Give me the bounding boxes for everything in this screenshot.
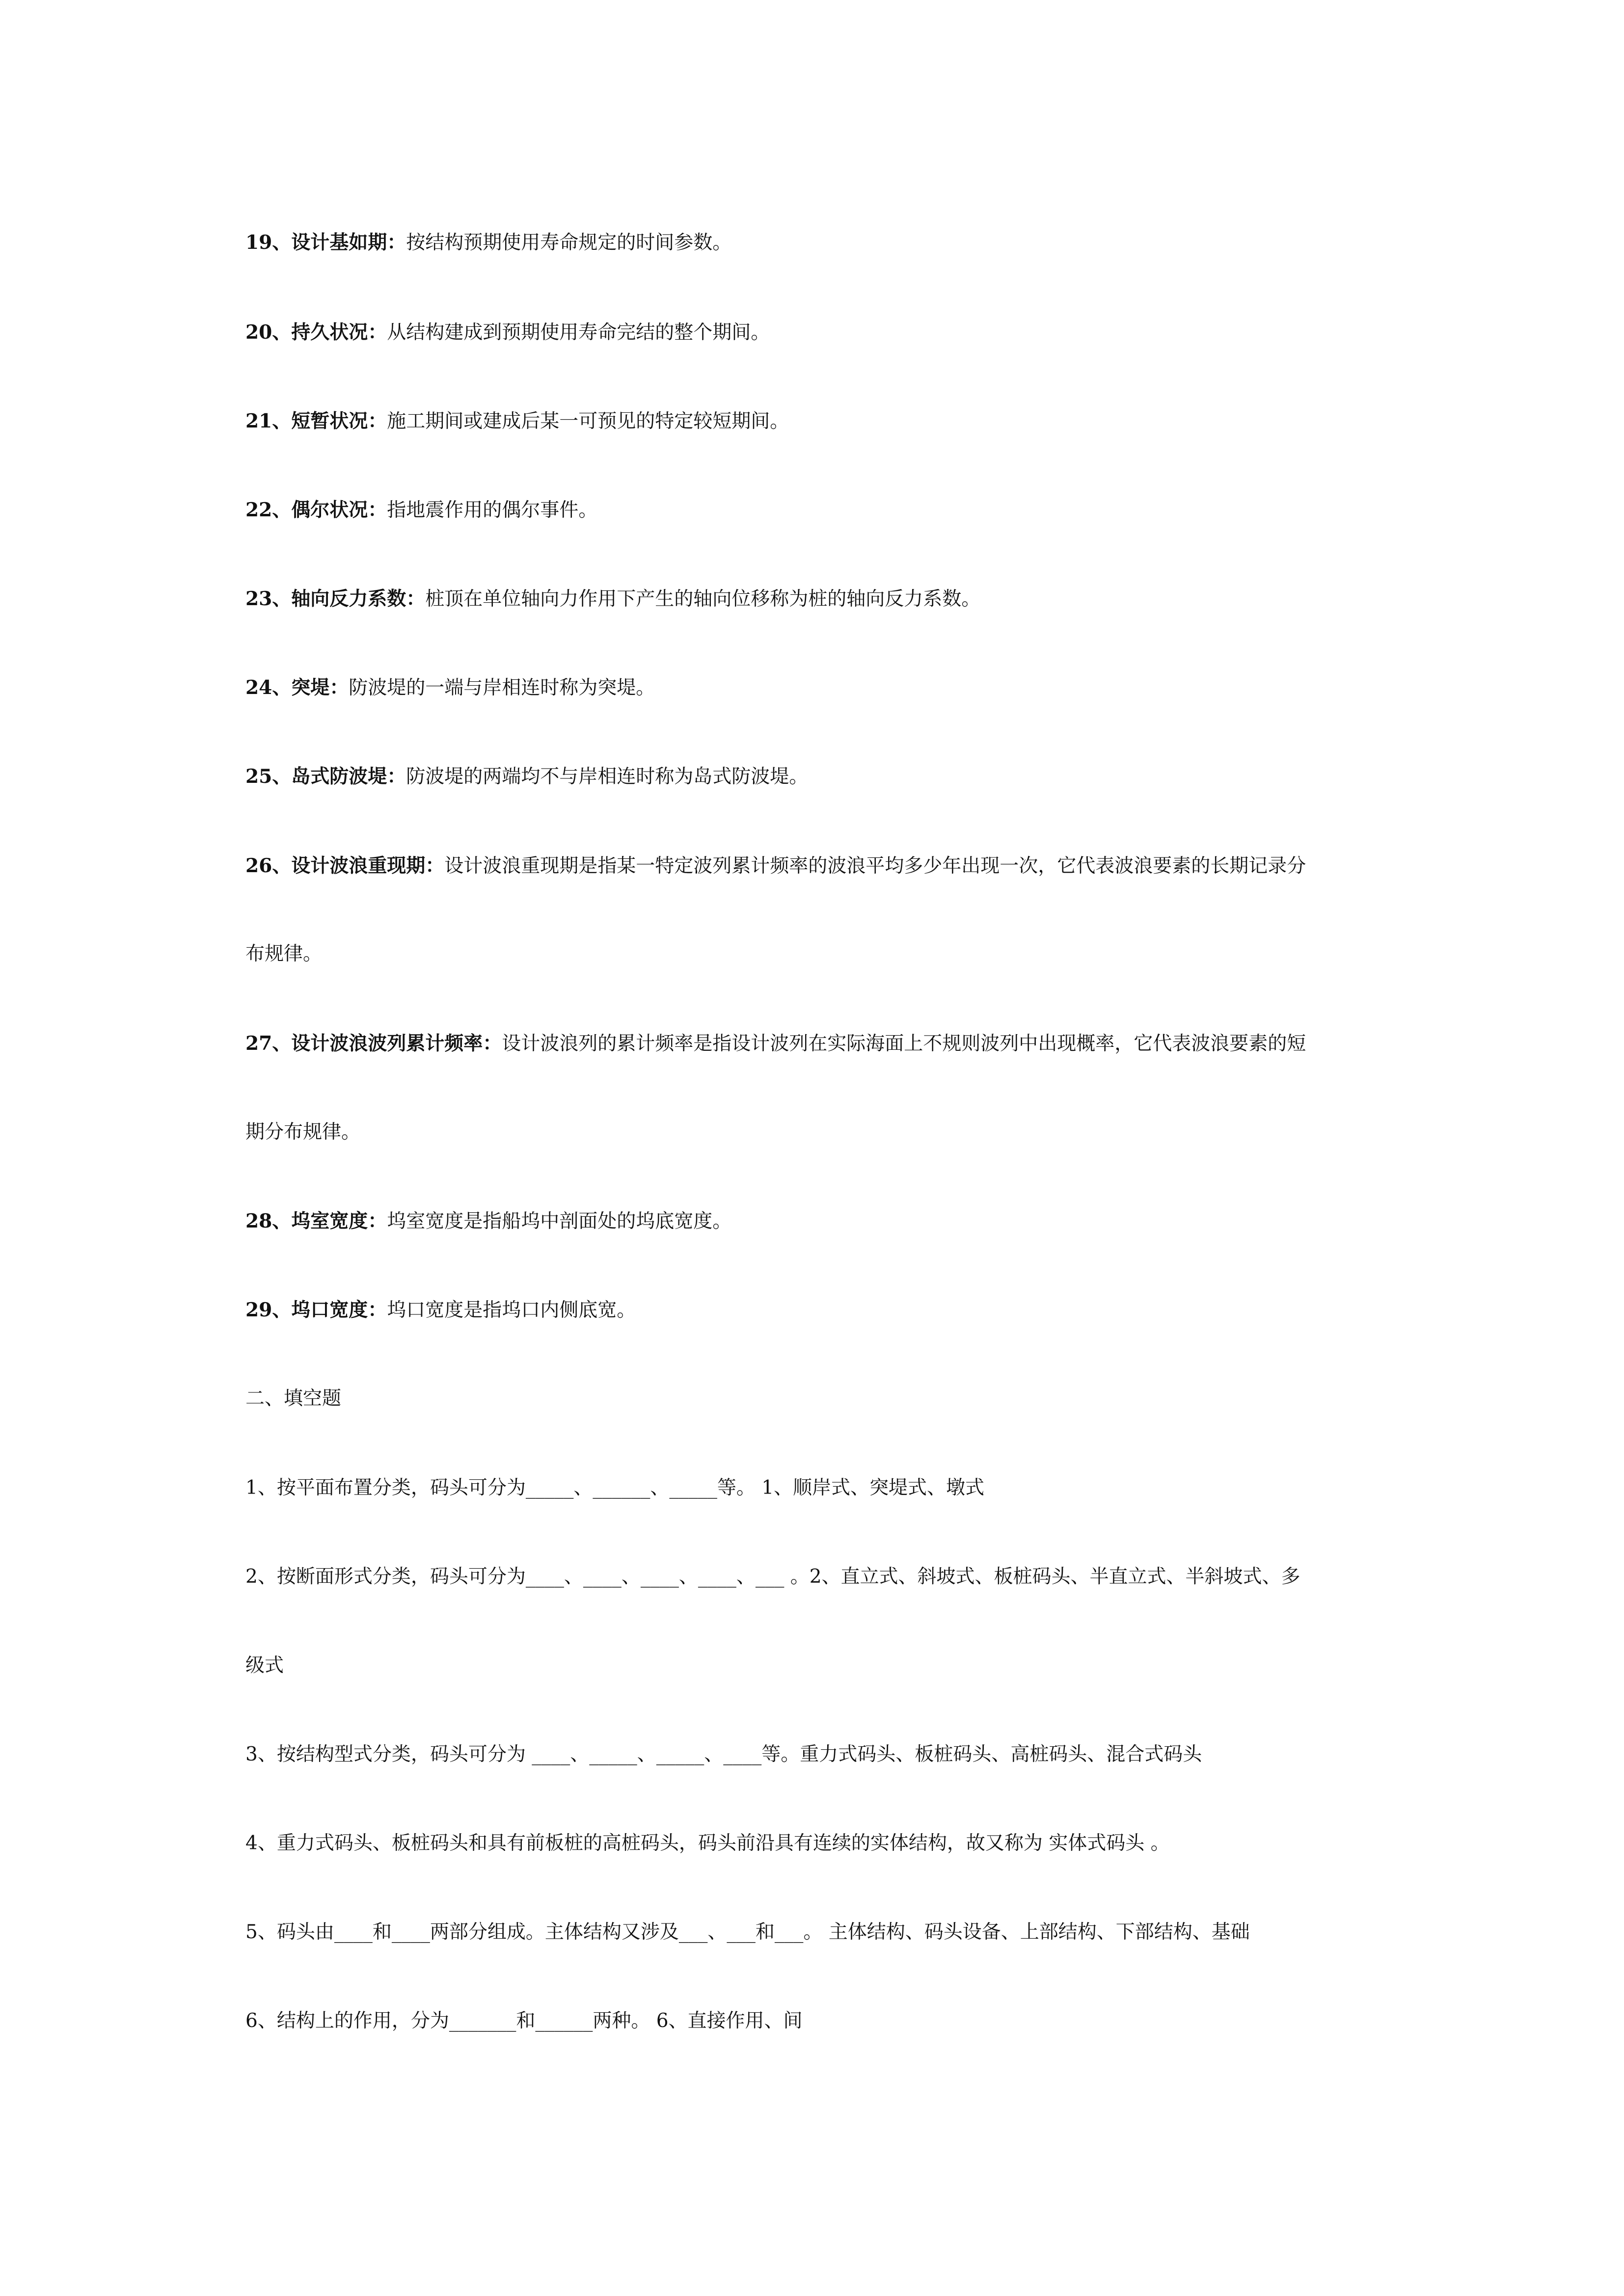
definition-number: 22、 xyxy=(245,499,292,521)
definition-number: 29、 xyxy=(245,1299,292,1321)
definition-number: 19、 xyxy=(245,231,292,254)
definition-25 xyxy=(245,765,1414,789)
definition-23 xyxy=(245,587,1414,611)
definition-term: 设计波浪波列累计频率： xyxy=(291,1032,502,1055)
definition-number: 24、 xyxy=(245,676,292,699)
definition-term: 岛式防波堤： xyxy=(291,765,406,788)
definition-term: 突堤： xyxy=(291,676,349,699)
definition-27 xyxy=(245,1032,1414,1056)
definition-number: 20、 xyxy=(245,321,292,344)
definition-term: 坞口宽度： xyxy=(291,1299,387,1321)
definition-text: 坞室宽度是指船坞中剖面处的坞底宽度。 xyxy=(387,1210,732,1232)
definition-text: 防波堤的一端与岸相连时称为突堤。 xyxy=(349,677,655,699)
definition-text: 按结构预期使用寿命规定的时间参数。 xyxy=(406,232,732,254)
definition-text: 桩顶在单位轴向力作用下产生的轴向位移称为桩的轴向反力系数。 xyxy=(425,588,981,610)
definition-text-continued: 期分布规律。 xyxy=(245,1121,361,1143)
definition-number: 28、 xyxy=(245,1210,292,1232)
definition-number: 25、 xyxy=(245,765,292,788)
definition-text-continued: 布规律。 xyxy=(245,943,323,965)
definition-20 xyxy=(245,320,1414,345)
definition-text: 防波堤的两端均不与岸相连时称为岛式防波堤。 xyxy=(406,766,809,788)
definition-text: 设计波浪重现期是指某一特定波列累计频率的波浪平均多少年出现一次，它代表波浪要素的长期记录分 xyxy=(444,855,1306,877)
question-3: 3、按结构型式分类，码头可分为 ____、_____、_____、____等。重力式码头、板桩码头、高桩码头、混合式码头 xyxy=(245,1743,1202,1765)
definition-24 xyxy=(245,676,1414,700)
definition-28 xyxy=(245,1209,1414,1233)
definition-number: 26、 xyxy=(245,854,292,877)
definition-22 xyxy=(245,498,1414,522)
definition-term: 坞室宽度： xyxy=(291,1210,387,1232)
definition-term: 短暂状况： xyxy=(291,410,387,432)
definition-21 xyxy=(245,409,1414,433)
definition-number: 21、 xyxy=(245,410,292,432)
definition-term: 设计基如期： xyxy=(291,231,406,254)
question-1: 1、按平面布置分类，码头可分为_____、______、_____等。 1、顺岸式、突堤式、墩式 xyxy=(245,1477,985,1499)
definition-term: 轴向反力系数： xyxy=(291,587,426,610)
section-title: 二、填空题 xyxy=(245,1388,342,1410)
definition-text: 设计波浪列的累计频率是指设计波列在实际海面上不规则波列中出现概率，它代表波浪要素的短 xyxy=(502,1033,1306,1055)
definition-term: 持久状况： xyxy=(291,321,387,344)
question-5: 5、码头由____和____两部分组成。主体结构又涉及___、___和___。 主体结构、码头设备、上部结构、下部结构、基础 xyxy=(245,1921,1250,1943)
question-6: 6、结构上的作用，分为_______和______两种。 6、直接作用、间 xyxy=(245,2010,803,2032)
definition-term: 设计波浪重现期： xyxy=(291,854,445,877)
definition-29 xyxy=(245,1298,1414,1322)
question-4: 4、重力式码头、板桩码头和具有前板桩的高桩码头，码头前沿具有连续的实体结构，故又称为 实体式码头 。 xyxy=(245,1832,1170,1854)
question-2-continuation: 级式 xyxy=(245,1655,284,1677)
definition-text: 从结构建成到预期使用寿命完结的整个期间。 xyxy=(387,321,770,344)
definition-term: 偶尔状况： xyxy=(291,499,387,521)
definition-27-continuation xyxy=(245,1121,1414,1144)
definition-26 xyxy=(245,854,1414,878)
question-2: 2、按断面形式分类，码头可分为____、____、____、____、___ 。2、直立式、斜坡式、板桩码头、半直立式、半斜坡式、多 xyxy=(245,1566,1300,1588)
definition-number: 23、 xyxy=(245,587,292,610)
definition-26-continuation xyxy=(245,942,1414,966)
definition-text: 施工期间或建成后某一可预见的特定较短期间。 xyxy=(387,410,789,432)
definition-number: 27、 xyxy=(245,1032,292,1055)
definition-text: 坞口宽度是指坞口内侧底宽。 xyxy=(387,1299,636,1321)
definition-text: 指地震作用的偶尔事件。 xyxy=(387,499,598,521)
definition-19 xyxy=(245,231,1414,255)
